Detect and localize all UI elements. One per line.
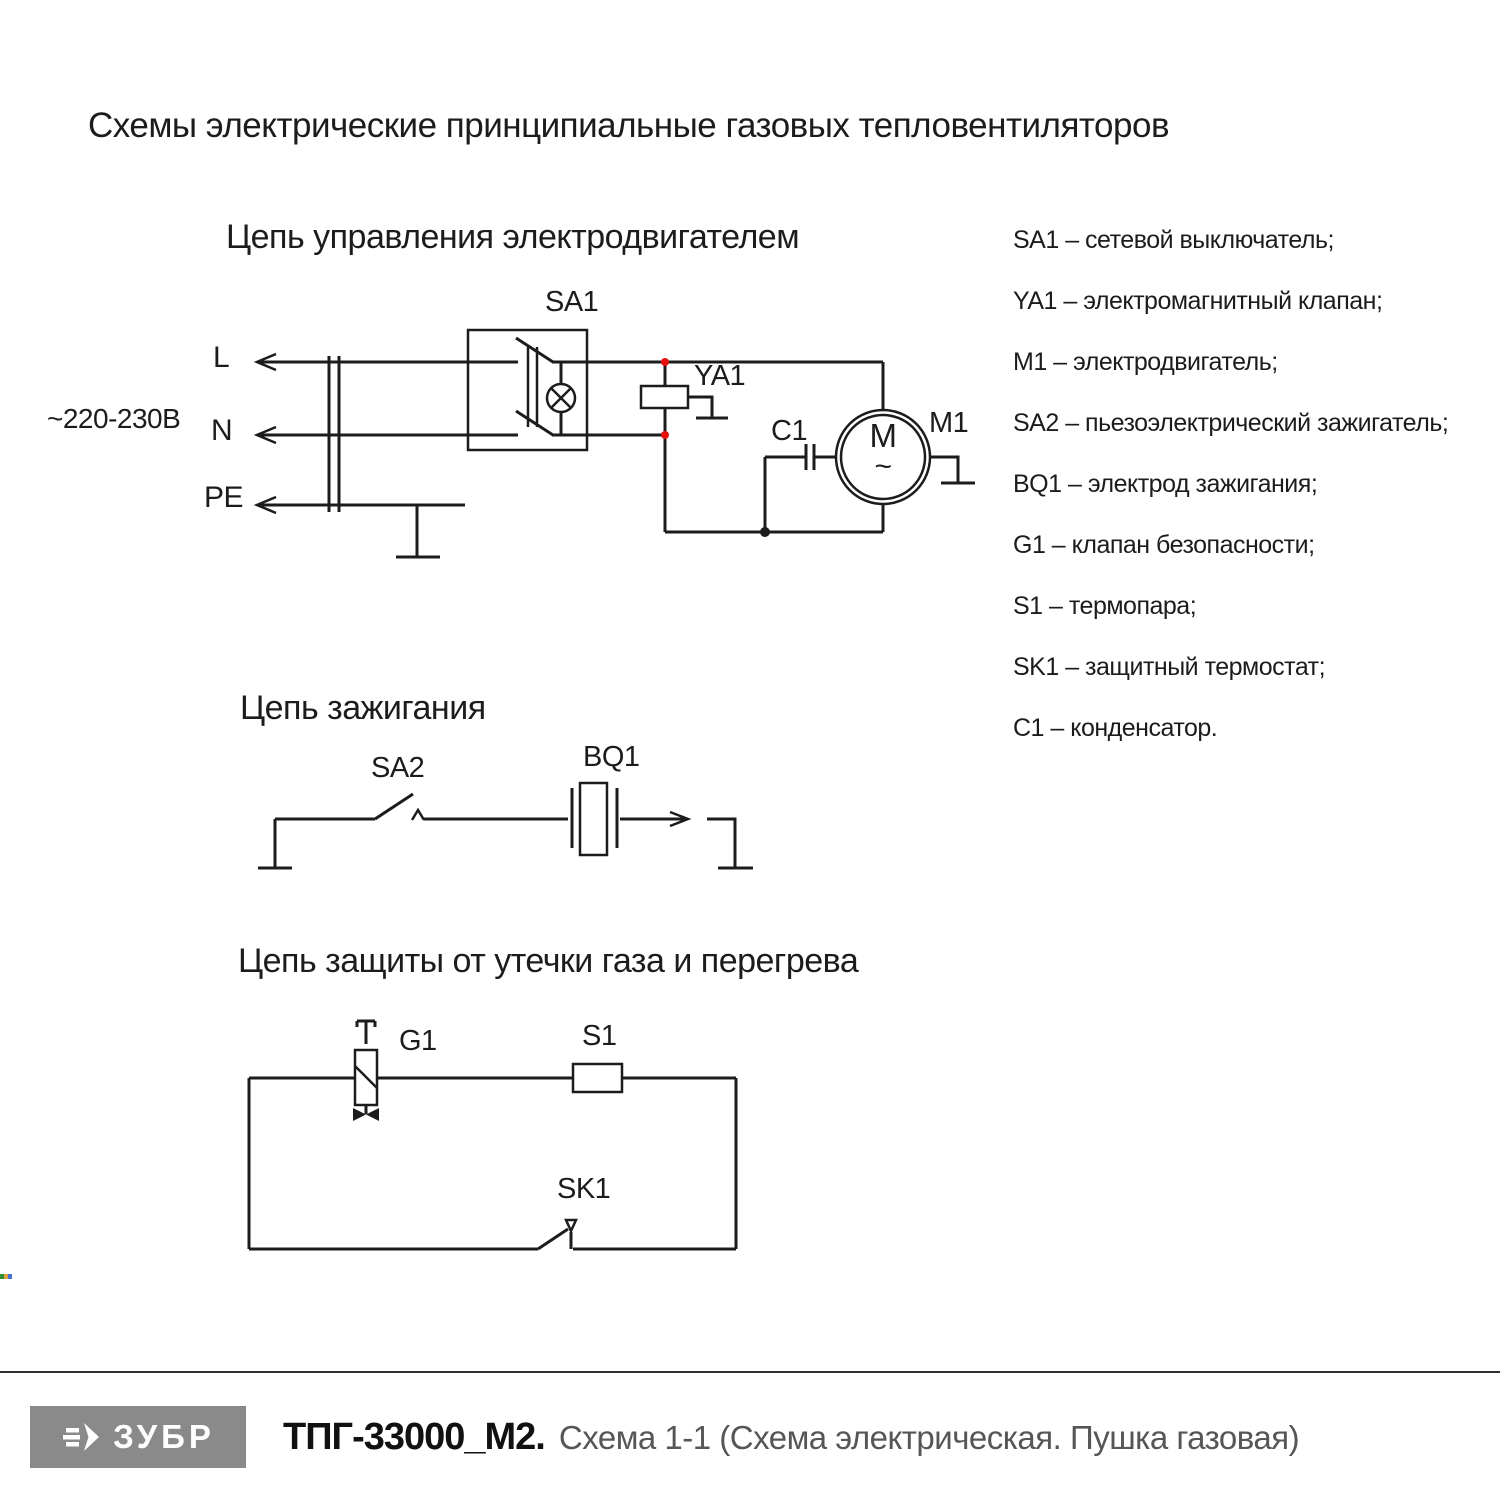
g1-safety-valve-symbol: [353, 1021, 379, 1121]
line-label-n: N: [211, 414, 233, 447]
legend-item: BQ1 – электрод зажигания;: [1013, 470, 1318, 498]
label-bq1: BQ1: [583, 741, 640, 773]
pe-ground-icon: [396, 505, 440, 557]
legend-item: S1 – термопара;: [1013, 592, 1197, 620]
sa1-switch-symbol: [468, 330, 587, 450]
motor-ac-sign: ~: [874, 450, 892, 483]
voltage-label: ~220-230В: [47, 403, 181, 434]
line-label-pe: PE: [204, 481, 244, 514]
line-label-l: L: [213, 341, 230, 374]
legend-item: YA1 – электромагнитный клапан;: [1013, 287, 1383, 315]
junction-red-dot: [661, 358, 669, 366]
label-s1: S1: [582, 1020, 617, 1052]
circuit-protection-title: Цепь защиты от утечки газа и перегрева: [238, 942, 859, 980]
circuit-control-drawing: [257, 330, 975, 557]
circuit-ignition-title: Цепь зажигания: [240, 689, 486, 727]
label-sk1: SK1: [557, 1173, 611, 1205]
zubr-logo-text: ЗУБР: [113, 1418, 215, 1455]
zubr-logo-icon: [61, 1415, 105, 1459]
bq1-piezo-symbol: [572, 783, 617, 855]
label-ya1: YA1: [694, 360, 746, 392]
ground-icon: [258, 819, 292, 868]
sk1-thermostat-symbol: [538, 1220, 576, 1249]
scan-artifact: [0, 1274, 12, 1279]
m1-motor-symbol: [836, 362, 975, 532]
legend-list: [1013, 226, 1493, 775]
footer-divider: [0, 1371, 1500, 1373]
label-sa2: SA2: [371, 752, 425, 784]
footer-model: ТПГ-33000_М2.: [283, 1416, 545, 1458]
legend-item: SA1 – сетевой выключатель;: [1013, 226, 1334, 254]
label-c1: C1: [771, 415, 808, 447]
legend-item: SA2 – пьезоэлектрический зажигатель;: [1013, 409, 1449, 437]
ground-icon: [707, 819, 753, 868]
page-title: Схемы электрические принципиальные газовых тепловентиляторов: [88, 106, 1170, 145]
junction-red-dot: [661, 431, 669, 439]
c1-capacitor-symbol: [765, 444, 836, 532]
footer-caption: [283, 1416, 1299, 1459]
label-sa1: SA1: [545, 286, 599, 318]
sa2-switch-symbol: [375, 794, 424, 820]
legend-item: SK1 – защитный термостат;: [1013, 653, 1326, 681]
legend-item: G1 – клапан безопасности;: [1013, 531, 1315, 559]
legend-item: C1 – конденсатор.: [1013, 714, 1218, 742]
circuit-protection-drawing: [249, 1021, 736, 1249]
label-g1: G1: [399, 1025, 437, 1057]
s1-thermocouple-symbol: [573, 1064, 622, 1092]
label-m1: M1: [929, 407, 969, 439]
circuit-ignition-drawing: [258, 783, 753, 868]
zubr-logo: [30, 1406, 246, 1468]
legend-item: M1 – электродвигатель;: [1013, 348, 1278, 376]
motor-letter: M: [869, 417, 897, 454]
circuit-control-title: Цепь управления электродвигателем: [226, 218, 800, 256]
footer-scheme-text: Схема 1-1 (Схема электрическая. Пушка газовая): [558, 1419, 1300, 1456]
